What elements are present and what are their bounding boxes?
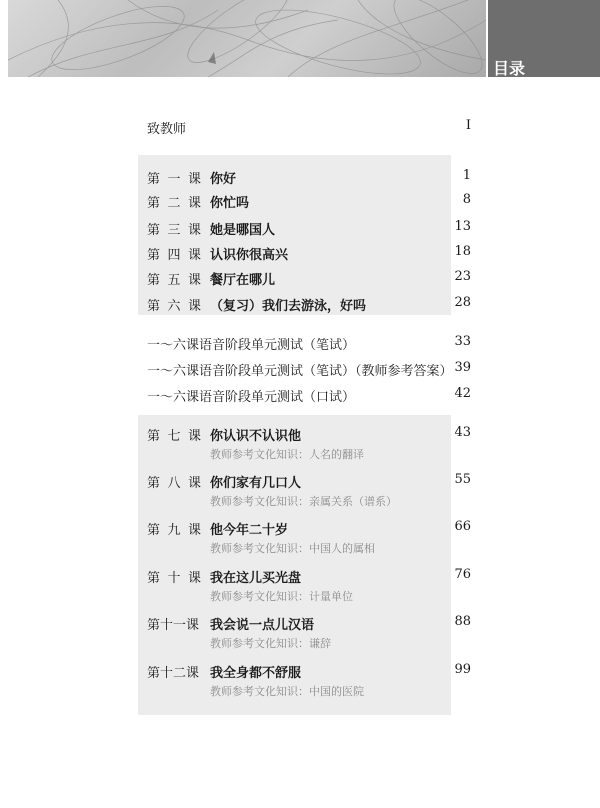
lesson-number-char: 第 <box>147 196 161 211</box>
lesson-number-char: 三 <box>167 223 181 238</box>
preface-page: I <box>465 118 471 133</box>
lesson-title: （复习）我们去游泳，好吗 <box>210 299 367 314</box>
lesson-number <box>147 567 201 586</box>
lesson-page: 76 <box>454 567 471 582</box>
lesson-number-char: 第 <box>147 172 161 187</box>
lesson-title: 你好 <box>210 172 237 187</box>
lesson-number-char: 四 <box>167 248 181 263</box>
unit-test-page: 39 <box>454 360 471 375</box>
lesson-page: 88 <box>454 614 471 629</box>
lesson-number-char: 课 <box>187 223 201 238</box>
lesson-number-char: 第 <box>147 571 161 586</box>
lesson-number-char: 九 <box>167 523 181 538</box>
lesson-number <box>147 219 201 238</box>
lesson-title: 认识你很高兴 <box>210 248 289 263</box>
toc-title: 目录 <box>493 59 526 78</box>
lesson-number <box>147 472 201 491</box>
unit-test-label: 一～六课语音阶段单元测试（笔试） <box>147 338 356 353</box>
lesson-number-char: 七 <box>167 429 181 444</box>
lesson-number-char: 第 <box>147 429 161 444</box>
lesson-number <box>147 662 201 681</box>
lesson-number <box>147 269 201 288</box>
lesson-number-char: 第 <box>147 273 161 288</box>
lesson-number-char: 一 <box>167 172 181 187</box>
lesson-title: 你们家有几口人 <box>210 476 302 491</box>
lesson-page: 99 <box>454 662 471 677</box>
culture-note: 教师参考文化知识：计量单位 <box>210 590 353 603</box>
lesson-number-char: 课 <box>187 476 201 491</box>
unit-test-label: 一～六课语音阶段单元测试（笔试）（教师参考答案） <box>147 364 453 379</box>
lesson-number <box>147 614 201 633</box>
lesson-page: 55 <box>454 472 471 487</box>
lesson-title: 我全身都不舒服 <box>210 666 302 681</box>
unit-test-page: 33 <box>454 334 471 349</box>
header-banner-image <box>8 0 486 77</box>
preface-label: 致教师 <box>147 122 187 137</box>
lesson-number-char: 第十一课 <box>147 618 200 633</box>
lesson-number-char: 十 <box>167 571 181 586</box>
lesson-number <box>147 244 201 263</box>
lesson-page: 18 <box>454 244 471 259</box>
lesson-page: 28 <box>454 295 471 310</box>
unit-test-page: 42 <box>454 386 471 401</box>
lesson-page: 1 <box>462 168 471 183</box>
lesson-number-char: 课 <box>187 571 201 586</box>
lesson-number-char: 八 <box>167 476 181 491</box>
lesson-number-char: 课 <box>187 273 201 288</box>
leaf-pattern-image <box>8 0 486 77</box>
lesson-number-char: 五 <box>167 273 181 288</box>
lesson-number-char: 六 <box>167 299 181 314</box>
lesson-page: 13 <box>454 219 471 234</box>
lesson-page: 23 <box>454 269 471 284</box>
unit-test-label: 一～六课语音阶段单元测试（口试） <box>147 390 356 405</box>
culture-note: 教师参考文化知识：谦辞 <box>210 637 331 650</box>
lesson-number-char: 第 <box>147 223 161 238</box>
lesson-page: 8 <box>462 192 471 207</box>
lesson-number-char: 第 <box>147 476 161 491</box>
lesson-number <box>147 425 201 444</box>
lesson-number-char: 第十二课 <box>147 666 200 681</box>
lesson-page: 43 <box>454 425 471 440</box>
lesson-number-char: 课 <box>187 196 201 211</box>
culture-note: 教师参考文化知识：中国的医院 <box>210 685 364 698</box>
lesson-title: 我会说一点儿汉语 <box>210 618 315 633</box>
lesson-title: 你认识不认识他 <box>210 429 302 444</box>
lesson-title: 你忙吗 <box>210 196 250 211</box>
culture-note: 教师参考文化知识：亲属关系（谱系） <box>210 495 397 508</box>
lesson-number <box>147 192 201 211</box>
lesson-number-char: 课 <box>187 299 201 314</box>
lesson-number <box>147 295 201 314</box>
lesson-number-char: 课 <box>187 523 201 538</box>
lesson-title: 她是哪国人 <box>210 223 276 238</box>
lesson-number <box>147 168 201 187</box>
lesson-page: 66 <box>454 519 471 534</box>
lesson-number-char: 课 <box>187 172 201 187</box>
lesson-number-char: 课 <box>187 429 201 444</box>
lesson-number-char: 第 <box>147 523 161 538</box>
lesson-title: 他今年二十岁 <box>210 523 289 538</box>
lesson-number <box>147 519 201 538</box>
culture-note: 教师参考文化知识：人名的翻译 <box>210 448 364 461</box>
lesson-title: 我在这儿买光盘 <box>210 571 302 586</box>
lesson-number-char: 第 <box>147 248 161 263</box>
lesson-number-char: 二 <box>167 196 181 211</box>
culture-note: 教师参考文化知识：中国人的属相 <box>210 542 375 555</box>
lesson-number-char: 课 <box>187 248 201 263</box>
lesson-title: 餐厅在哪儿 <box>210 273 276 288</box>
lesson-number-char: 第 <box>147 299 161 314</box>
